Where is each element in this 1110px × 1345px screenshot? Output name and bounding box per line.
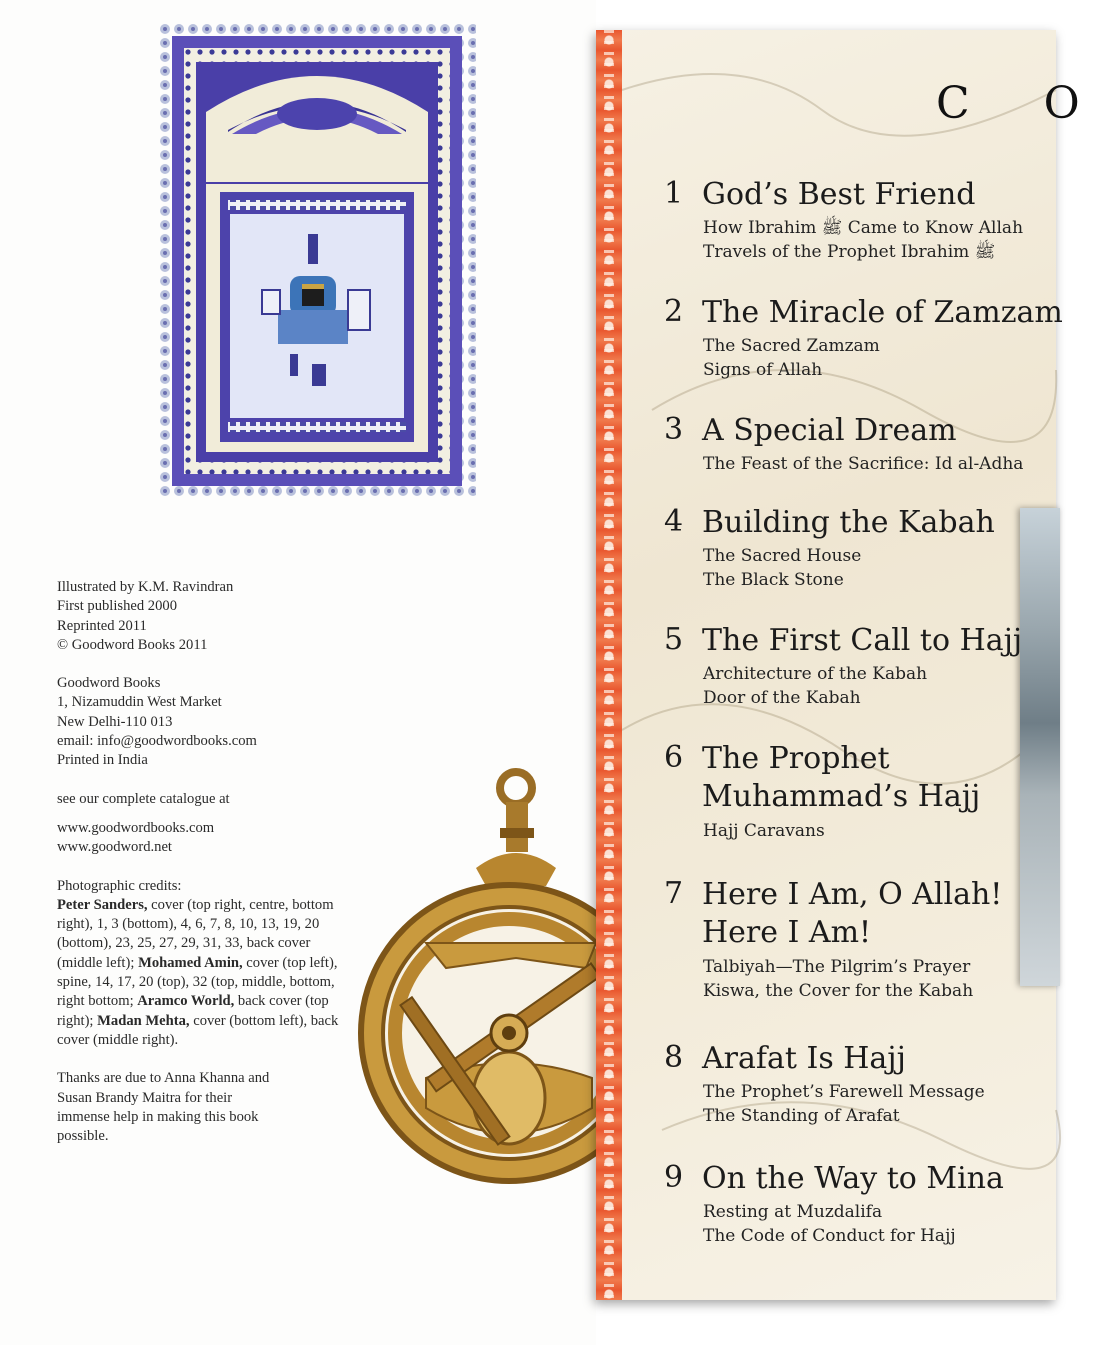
prayer-rug-illustration xyxy=(158,22,476,500)
photo-credit-pages: cover (top left), spine, 14, 17, 20 (top), 32 (top, middle, bottom, right bottom; xyxy=(57,954,338,1010)
chapter-subtopic: Signs of Allah xyxy=(703,360,823,380)
floral-border xyxy=(596,30,622,1300)
website-link: www.goodwordbooks.com xyxy=(57,819,215,836)
photo-credit-pages: back cover (top right); xyxy=(57,993,329,1029)
chapter-subtopic: Resting at Muzdalifa xyxy=(703,1202,883,1222)
chapter-subtopic: Architecture of the Kabah xyxy=(703,664,928,684)
catalogue-note-text: see our complete catalogue at xyxy=(57,790,230,807)
photo-credits-heading: Photographic credits: xyxy=(57,877,182,894)
publisher-info xyxy=(57,674,357,770)
publisher-line: Printed in India xyxy=(57,752,148,769)
chapter-title: Muhammad’s Hajj xyxy=(702,779,981,814)
chapter-number: 8 xyxy=(664,1040,684,1075)
chapter-title: Here I Am, O Allah! xyxy=(702,877,1003,912)
chapter-subtopic: The Sacred Zamzam xyxy=(703,336,880,356)
chapter-number: 6 xyxy=(664,740,684,775)
chapter-subtopic: The Sacred House xyxy=(703,546,862,566)
publication-credits xyxy=(57,578,357,1165)
publisher-email: email: info@goodwordbooks.com xyxy=(57,733,257,750)
website-link: www.goodword.net xyxy=(57,839,172,856)
chapter-subtopic: The Standing of Arafat xyxy=(703,1106,900,1126)
chapter-title: The Miracle of Zamzam xyxy=(702,295,1063,330)
photographer-name: Madan Mehta, xyxy=(97,1012,190,1029)
chapter-subtopic: Hajj Caravans xyxy=(703,821,825,841)
chapter-subtopic: The Black Stone xyxy=(703,570,844,590)
edition-line: Illustrated by K.M. Ravindran xyxy=(57,579,234,595)
chapter-subtopic: How Ibrahim ﷺ Came to Know Allah xyxy=(703,218,1024,238)
thanks-line: Susan Brandy Maitra for their xyxy=(57,1089,233,1106)
chapter-number: 9 xyxy=(664,1160,684,1195)
photographer-name: Peter Sanders, xyxy=(57,896,148,913)
chapter-title: The First Call to Hajj xyxy=(702,623,1023,658)
photo-credit-pages: cover (top right, centre, bottom right), 1, 3 (bottom), 4, 6, 7, 8, 10, 13, 19, 20 (bottom), 23, 25, 27, 29, 31, 33, back cover (middle left); xyxy=(57,896,334,971)
contents-page xyxy=(596,30,1110,1300)
publisher-line: Goodword Books xyxy=(57,675,161,692)
edition-line: © Goodword Books 2011 xyxy=(57,636,208,653)
publisher-line: 1, Nizamuddin West Market xyxy=(57,694,222,711)
chapter-subtopic: The Feast of the Sacrifice: Id al-Adha xyxy=(703,454,1024,474)
chapter-subtopic: Kiswa, the Cover for the Kabah xyxy=(703,981,974,1001)
photo-credit-pages: cover (bottom left), back cover (middle right). xyxy=(57,1012,339,1048)
publisher-line: New Delhi-110 013 xyxy=(57,713,173,730)
catalogue-note xyxy=(57,790,357,809)
chapter-number: 5 xyxy=(664,622,684,657)
chapter-subtopic: Door of the Kabah xyxy=(703,688,861,708)
chapter-subtopic: Travels of the Prophet Ibrahim ﷺ xyxy=(703,242,996,262)
photographer-name: Aramco World, xyxy=(137,993,235,1010)
chapter-number: 7 xyxy=(664,876,684,911)
photographer-name: Mohamed Amin, xyxy=(138,954,243,971)
edition-info xyxy=(57,578,357,655)
chapter-subtopic: The Code of Conduct for Hajj xyxy=(703,1226,956,1246)
thanks-line: Thanks are due to Anna Khanna and xyxy=(57,1070,270,1087)
contents-heading: C O xyxy=(936,78,1110,129)
chapter-title: On the Way to Mina xyxy=(702,1161,1004,1196)
acknowledgements xyxy=(57,1069,357,1146)
chapter-title: The Prophet xyxy=(702,741,890,776)
chapter-title: Arafat Is Hajj xyxy=(702,1041,906,1076)
chapter-subtopic: The Prophet’s Farewell Message xyxy=(703,1082,985,1102)
thanks-line: possible. xyxy=(57,1128,109,1145)
thanks-line: immense help in making this book xyxy=(57,1108,259,1125)
chapter-title: Building the Kabah xyxy=(702,505,995,540)
chapter-number: 4 xyxy=(664,504,684,539)
chapter-number: 1 xyxy=(664,176,684,211)
chapter-title: A Special Dream xyxy=(702,413,957,448)
photographic-credits xyxy=(57,877,357,1051)
chapter-number: 3 xyxy=(664,412,684,447)
websites xyxy=(57,819,357,858)
edition-line: First published 2000 xyxy=(57,598,177,615)
chapter-number: 2 xyxy=(664,294,684,329)
chapter-title: Here I Am! xyxy=(702,915,872,950)
photo-credits-text xyxy=(57,896,357,1050)
chapter-title: God’s Best Friend xyxy=(702,177,976,212)
chapter-subtopic: Talbiyah—The Pilgrim’s Prayer xyxy=(703,957,971,977)
edition-line: Reprinted 2011 xyxy=(57,617,147,634)
